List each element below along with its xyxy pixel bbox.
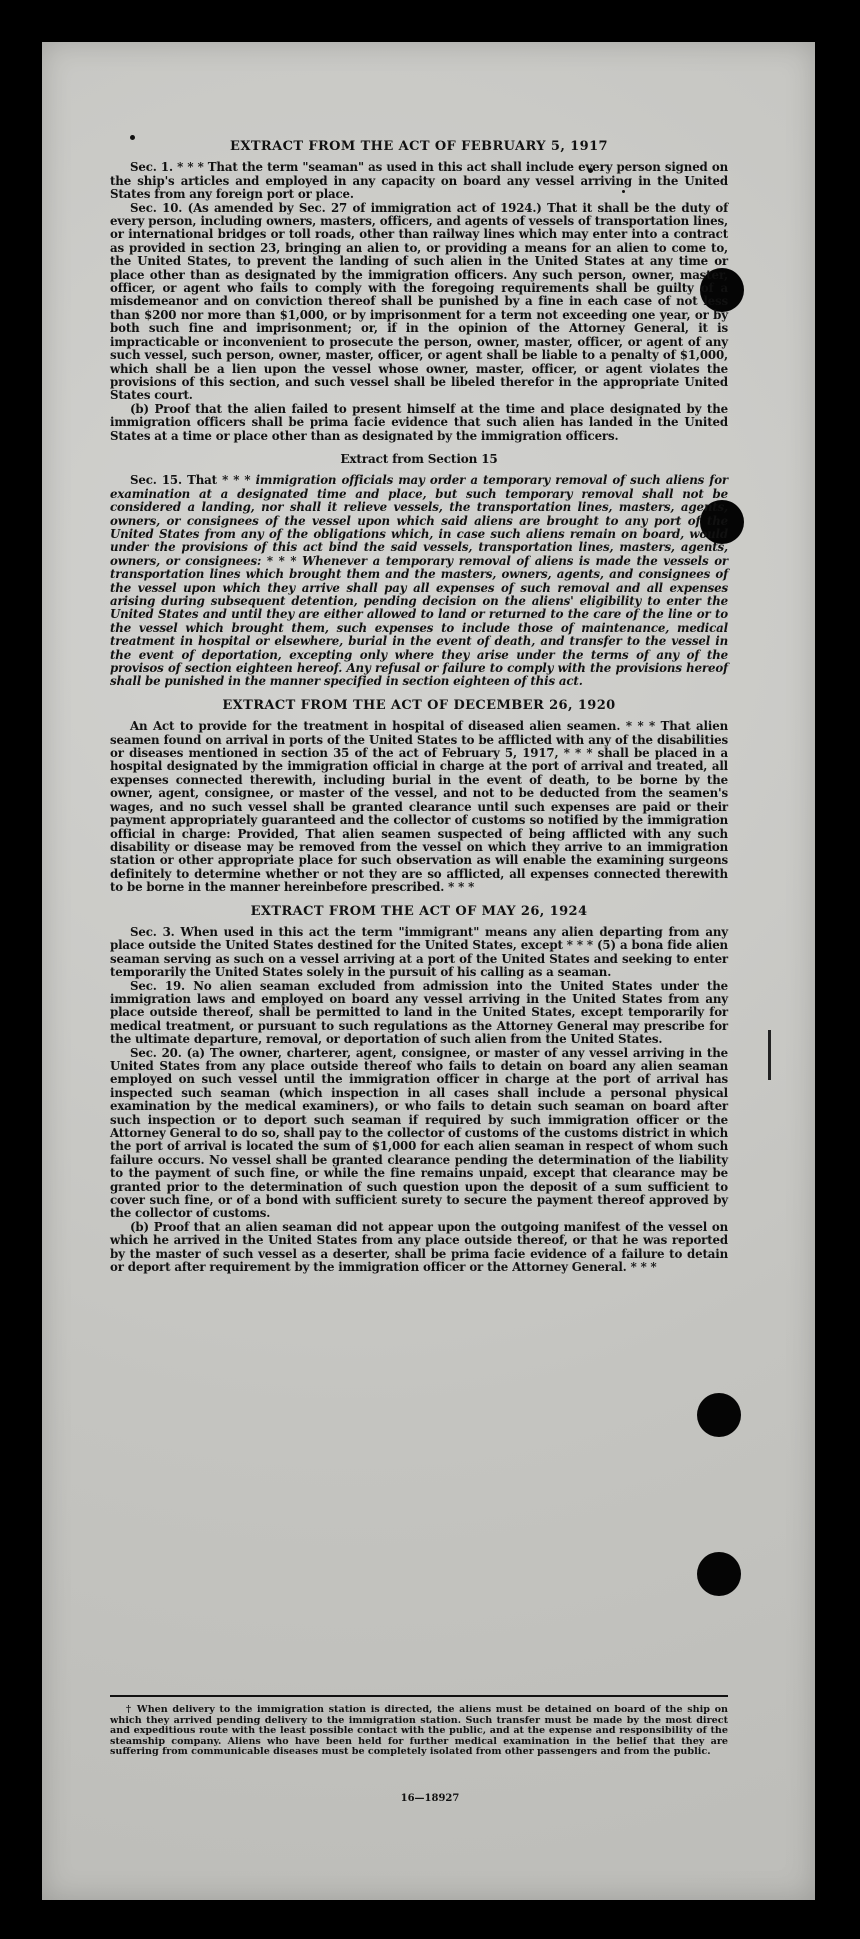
paragraph-sec19: Sec. 19. No alien seaman excluded from admission into the United States under the immigration laws and employed on board any vessel arriving in the United States from any place outside thereof, shall be permitted to land in the United States, except temporarily for medical treatment, or pursuant to such regulations as the Attorney General may prescribe for the ultimate departure, removal, or deportation of such alien from the United States. — [110, 978, 728, 1047]
paragraph-sec1: Sec. 1. * * * That the term "seaman" as used in this act shall include every person signed on the ship's articles and employed in any capacity on board any vessel arriving in the United States from any foreign port or place. — [110, 160, 728, 202]
paragraph-sec10b: (b) Proof that the alien failed to present himself at the time and place designated by the immigration officers shall be prima facie evidence that such alien has landed in the United States at a time or place other than as designated by the immigration officers. — [110, 401, 728, 443]
paragraph-sec15 — [110, 474, 728, 689]
section-1917 — [110, 140, 728, 443]
heading-act-1920: EXTRACT FROM THE ACT OF DECEMBER 26, 1920 — [222, 697, 616, 713]
paragraph-sec3: Sec. 3. When used in this act the term "immigrant" means any alien departing from any place outside the United States destined for the United States, except * * * (5) a bona fide alien seaman serving as such on a vessel arriving at a port of the United States and seeking to enter temporarily the United States solely in the pursuit of his calling as a seaman. — [110, 924, 728, 980]
margin-mark — [768, 1030, 771, 1080]
sec15-lead: Sec. 15. That * * * — [130, 473, 251, 488]
subheading-section-15: Extract from Section 15 — [340, 451, 498, 466]
punch-hole — [697, 1552, 741, 1596]
section-1920 — [110, 699, 728, 895]
paragraph-sec20b: (b) Proof that an alien seaman did not appear upon the outgoing manifest of the vessel on which he arrived in the United States from any place outside thereof, or that he was reported by the master of such vessel as a deserter, shall be prima facie evidence of a failure to detain or deport after requirement by the immigration officer or the Attorney General. * * * — [110, 1219, 728, 1275]
heading-act-1917: EXTRACT FROM THE ACT OF FEBRUARY 5, 1917 — [230, 139, 608, 154]
sec15-italic-text: immigration officials may order a temporary removal of such aliens for examination at a designated time and place, but such temporary removal shall not be considered a landing, nor shall it relieve vessels, the transportation lines, masters, agents, owners, or consignees of the vessel upon which said aliens are brought to any port of the United States from any of the obligations which, in case such aliens remain on board, would under the provisions of this act bind the said vessels, transportation lines, masters, agents, owners, or consignees: * * * Whenever a temporary removal of aliens is made the vessels or transportation lines which brought them and the masters, owners, agents, and consignees of the vessel upon which they arrive shall pay all expenses of such removal and all expenses arising during subsequent detention, pending decision on the aliens' eligibility to enter the United States and until they are either allowed to land or returned to the care of the line or to the vessel which brought them, such expenses to include those of maintenance, medical treatment in hospital or elsewhere, burial in the event of death, and transfer to the vessel in the event of deportation, excepting only where they arise under the terms of any of the provisos of section eighteen hereof. Any refusal or failure to comply with the provisions hereof shall be punished in the manner specified in section eighteen of this act. — [110, 473, 728, 689]
paragraph-sec20a: Sec. 20. (a) The owner, charterer, agent, consignee, or master of any vessel arriving in the United States from any place outside thereof who fails to detain on board any alien seaman employed on such vessel until the immigration officer in charge at the port of arrival has inspected such seaman (which inspection in all cases shall include a personal physical examination by the medical examiners), or who fails to detain such seaman on board after such inspection or to deport such seaman if required by such immigration officer or the Attorney General to do so, shall pay to the collector of customs of the customs district in which the port of arrival is located the sum of $1,000 for each alien seaman in respect of whom such failure occurs. No vessel shall be granted clearance pending the determination of the liability to the payment of such fine, or while the fine remains unpaid, except that clearance may be granted prior to the determination of such question upon the deposit of a sum sufficient to cover such fine, or of a bond with sufficient surety to secure the payment thereof approved by the collector of customs. — [110, 1045, 728, 1221]
footnote: † When delivery to the immigration station is directed, the aliens must be detained on board of the ship on which they arrived pending delivery to the immigration station. Such transfer must be made by the most direct and expeditious route with the least possible contact with the public, and at the expense and responsibility of the steamship company. Aliens who have been held for further medical examination in the belief that they are suffering from communicable diseases must be completely isolated from other passengers and from the public. — [110, 1704, 728, 1758]
footnote-divider — [110, 1695, 728, 1697]
punch-hole — [697, 1393, 741, 1437]
section-15 — [110, 453, 728, 689]
heading-act-1924: EXTRACT FROM THE ACT OF MAY 26, 1924 — [250, 903, 588, 919]
paragraph-1920: An Act to provide for the treatment in hospital of diseased alien seamen. * * * That alien seamen found on arrival in ports of the United States to be afflicted with any of the disabilities or diseases mentioned in section 35 of the act of February 5, 1917, * * * shall be placed in a hospital designated by the immigration official in charge at the port of arrival and treated, all expenses connected therewith, including burial in the event of death, to be borne by the owner, agent, consignee, or master of the vessel, and not to be deducted from the seamen's wages, and no such vessel shall be granted clearance until such expenses are paid or their payment appropriately guaranteed and the collector of customs so notified by the immigration official in charge: Provided, That alien seamen suspected of being afflicted with any such disability or disease may be removed from the vessel on which they arrive to an immigration station or other appropriate place for such observation as will enable the examining surgeons definitely to determine whether or not they are so afflicted, all expenses connected therewith to be borne in the manner hereinbefore prescribed. * * * — [110, 719, 728, 895]
form-number: 16—18927 — [400, 1793, 460, 1804]
document-body — [110, 140, 728, 1285]
paragraph-sec10: Sec. 10. (As amended by Sec. 27 of immigration act of 1924.) That it shall be the duty of every person, including owners, masters, officers, and agents of vessels of transportation lines, or international bridges or toll roads, other than railway lines which may enter into a contract as provided in section 23, bringing an alien to, or providing a means for an alien to come to, the United States, to prevent the landing of such alien in the United States at any time or place other than as designated by the immigration officers. Any such person, owner, master, officer, or agent who fails to comply with the foregoing requirements shall be guilty of a misdemeanor and on conviction thereof shall be punished by a fine in each case of not less than $200 nor more than $1,000, or by imprisonment for a term not exceeding one year, or by both such fine and imprisonment; or, if in the opinion of the Attorney General, it is impracticable or inconvenient to prosecute the person, owner, master, officer, or agent of any such vessel, such person, owner, master, officer, or agent shall be liable to a penalty of $1,000, which shall be a lien upon the vessel whose owner, master, officer, or agent violates the provisions of this section, and such vessel shall be libeled therefor in the appropriate United States court. — [110, 200, 728, 403]
section-1924 — [110, 905, 728, 1275]
